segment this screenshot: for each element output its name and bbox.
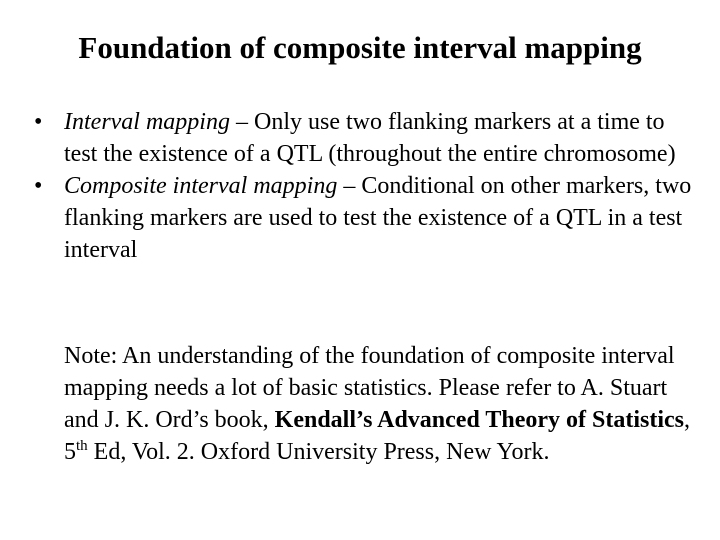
- note-paragraph: [64, 340, 704, 468]
- edition-number: 5: [64, 439, 76, 465]
- note-lead: Note: An understanding of the foundation of composite interval mapping needs a lot of basic statistics. Please refer to A. Stuart and J. K. Ord’s book,: [64, 343, 675, 433]
- bullet-dot-icon: •: [34, 173, 43, 199]
- bullet-text: – Conditional on other markers, two flanking markers are used to test the existence of a QTL in a test interval: [64, 173, 692, 263]
- book-title: Kendall’s Advanced Theory of Statistics: [274, 407, 685, 433]
- bullet-dot-icon: •: [34, 109, 43, 135]
- edition-superscript: th: [76, 438, 88, 454]
- bullet-term: Composite interval mapping: [64, 173, 338, 199]
- note-tail: Ed, Vol. 2. Oxford University Press, New York.: [87, 439, 550, 465]
- slide-title: Foundation of composite interval mapping: [78, 30, 642, 65]
- edition-separator: ,: [684, 407, 691, 433]
- bullet-item-composite-interval-mapping: [34, 170, 694, 266]
- bullet-item-interval-mapping: [34, 106, 694, 170]
- bullet-list: [34, 106, 694, 266]
- bullet-term: Interval mapping: [64, 109, 230, 135]
- bullet-text: – Only use two flanking markers at a time to test the existence of a QTL (throughout the entire chromosome): [64, 109, 676, 167]
